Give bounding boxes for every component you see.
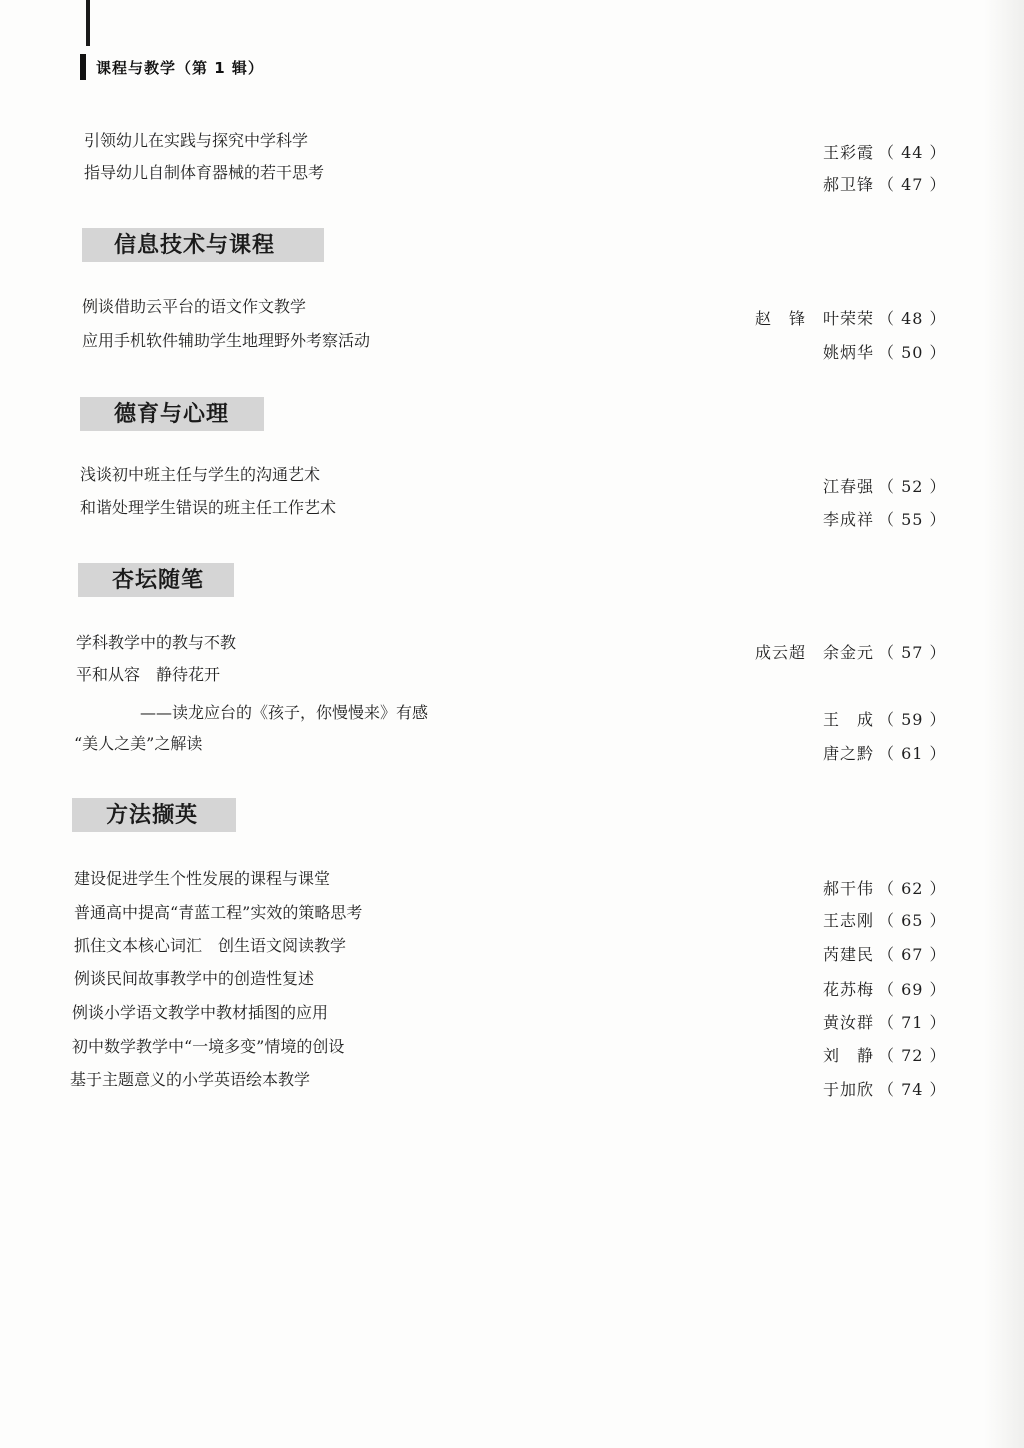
- entry-title: 学科教学中的教与不教: [76, 633, 237, 652]
- entry-author: 刘 静: [822, 1046, 874, 1065]
- entry-page: （ 65 ）: [878, 911, 947, 930]
- toc-entry: [0, 328, 1024, 362]
- entry-title: 普通高中提高“青蓝工程”实效的策略思考: [74, 903, 363, 922]
- entry-page: （ 48 ）: [878, 309, 947, 328]
- entry-subtitle: ——读龙应台的《孩子，你慢慢来》有感: [140, 703, 429, 722]
- entry-author: 江春强: [822, 477, 874, 496]
- entry-title: 指导幼儿自制体育器械的若干思考: [84, 163, 325, 182]
- toc-entry: [0, 900, 1024, 930]
- entry-author: 赵 锋 叶荣荣: [754, 309, 874, 328]
- running-head-text: 课程与教学（第 1 辑）: [96, 58, 264, 77]
- entry-title: 抓住文本核心词汇 创生语文阅读教学: [74, 936, 347, 955]
- entry-page: （ 69 ）: [878, 980, 947, 999]
- entry-author: 成云超 余金元: [754, 643, 874, 662]
- entry-author: 花苏梅: [822, 980, 874, 999]
- entry-title: 平和从容 静待花开: [76, 665, 221, 684]
- entry-title: 例谈借助云平台的语文作文教学: [82, 297, 307, 316]
- entry-author: 黄汝群: [822, 1013, 874, 1032]
- entry-page: （ 59 ）: [878, 710, 947, 729]
- entry-author: 王志刚: [822, 911, 874, 930]
- entry-author: 于加欣: [822, 1080, 874, 1099]
- entry-author: 郝干伟: [822, 879, 874, 898]
- toc-entry: [0, 1034, 1024, 1065]
- entry-title: 例谈小学语文教学中教材插图的应用: [72, 1003, 329, 1022]
- toc-entry: [0, 966, 1024, 999]
- toc-entry: [0, 933, 1024, 964]
- entry-author: 李成祥: [822, 510, 874, 529]
- entry-page: （ 44 ）: [878, 143, 947, 162]
- page-edge-shadow: [984, 0, 1024, 1448]
- toc-entry: [0, 128, 1024, 162]
- entry-title: 基于主题意义的小学英语绘本教学: [70, 1070, 311, 1089]
- entry-page: （ 62 ）: [878, 879, 947, 898]
- section-heading: 方法撷英: [72, 798, 236, 832]
- running-head-bar: [80, 54, 86, 80]
- running-head: [80, 54, 264, 80]
- toc-entry: [0, 1067, 1024, 1099]
- entry-title: 浅谈初中班主任与学生的沟通艺术: [80, 465, 321, 484]
- entry-title: 应用手机软件辅助学生地理野外考察活动: [82, 331, 371, 350]
- toc-entry: [0, 294, 1024, 328]
- entry-author: 芮建民: [822, 945, 874, 964]
- entry-page: （ 50 ）: [878, 343, 947, 362]
- toc-entry: [0, 462, 1024, 496]
- entry-page: （ 52 ）: [878, 477, 947, 496]
- entry-author: 郝卫锋: [822, 175, 874, 194]
- section-heading: 信息技术与课程: [82, 228, 324, 262]
- entry-title: “美人之美”之解读: [74, 734, 203, 753]
- entry-title: 初中数学教学中“一境多变”情境的创设: [72, 1037, 345, 1056]
- entry-page: （ 67 ）: [878, 945, 947, 964]
- entry-page: （ 55 ）: [878, 510, 947, 529]
- entry-title: 和谐处理学生错误的班主任工作艺术: [80, 498, 337, 517]
- entry-title: 例谈民间故事教学中的创造性复述: [74, 969, 315, 988]
- section-heading: 杏坛随笔: [78, 563, 234, 597]
- entry-author: 王彩霞: [822, 143, 874, 162]
- entry-title: 引领幼儿在实践与探究中学科学: [84, 131, 309, 150]
- toc-entry: [0, 495, 1024, 529]
- entry-page: （ 71 ）: [878, 1013, 947, 1032]
- section-heading: 德育与心理: [80, 397, 264, 431]
- entry-title: 建设促进学生个性发展的课程与课堂: [74, 869, 331, 888]
- toc-entry: [0, 160, 1024, 194]
- toc-entry: [0, 1000, 1024, 1032]
- entry-author: 唐之黔: [822, 744, 874, 763]
- entry-page: （ 57 ）: [878, 643, 947, 662]
- toc-entry: [0, 866, 1024, 898]
- toc-entry: [0, 643, 1024, 688]
- toc-entry: [0, 741, 1024, 767]
- entry-page: （ 72 ）: [878, 1046, 947, 1065]
- entry-author: 姚炳华: [822, 343, 874, 362]
- entry-page: （ 74 ）: [878, 1080, 947, 1099]
- entry-page: （ 47 ）: [878, 175, 947, 194]
- binding-line: [86, 0, 90, 46]
- entry-author: 王 成: [822, 710, 874, 729]
- entry-page: （ 61 ）: [878, 744, 947, 763]
